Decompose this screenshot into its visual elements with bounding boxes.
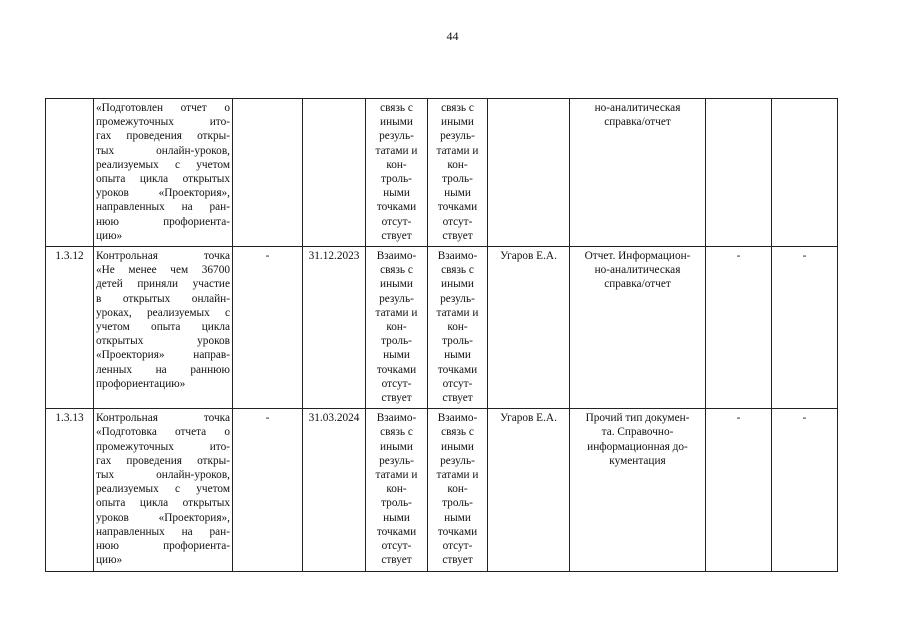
relation-line: кон- [386, 321, 407, 334]
relation-line: татами и [436, 144, 479, 157]
extra-cell-9 [706, 99, 772, 247]
name-line: детей приняли участие [96, 278, 230, 291]
document-line: справка/отчет [604, 116, 671, 129]
relation-line: Взаимо- [437, 412, 478, 425]
relation-line: отсут- [442, 377, 473, 390]
extra-cell-9: - [706, 409, 772, 571]
name-line: Контрольная точка [96, 250, 230, 263]
name-line: тых онлайн-уроков, [96, 144, 230, 157]
name-line: гах проведения откры- [96, 130, 230, 143]
name-line: «Не менее чем 36700 [96, 264, 230, 277]
extra-cell-10 [772, 99, 838, 247]
item-number-cell: 1.3.13 [46, 409, 94, 571]
relation-line: кон- [386, 158, 407, 171]
name-line: уроках, реализуемых с [96, 306, 230, 319]
responsible-cell: Угаров Е.А. [488, 409, 570, 571]
relation-line: связь с [380, 102, 413, 114]
relation-line: резуль- [440, 130, 475, 143]
relation-line: точками [437, 363, 478, 376]
table-row [46, 99, 838, 247]
relation-line: связь с [441, 102, 474, 114]
item-number-cell: 1.3.12 [46, 247, 94, 409]
due-date-cell [303, 99, 366, 247]
table-body [46, 99, 838, 572]
name-line: уроков «Проектория», [96, 511, 230, 524]
relation-line: ными [383, 187, 410, 200]
relation-line: татами и [375, 144, 418, 157]
name-line: ленных на раннюю [96, 363, 230, 376]
relation-line: троль- [381, 335, 412, 348]
relation-line: татами и [375, 306, 418, 319]
document-line: та. Справочно- [601, 426, 674, 439]
relation-line: связь с [441, 426, 474, 439]
name-line: промежуточных ито- [96, 116, 230, 129]
placeholder-cell [233, 99, 303, 247]
due-date-cell: 31.03.2024 [303, 409, 366, 571]
relation-cell-a [366, 99, 428, 247]
relation-cell-b [428, 99, 488, 247]
relation-line: Взаимо- [376, 250, 417, 263]
responsible-cell [488, 99, 570, 247]
name-line: открытых уроков [96, 335, 230, 348]
document-type-cell [570, 99, 706, 247]
relation-line: связь с [380, 426, 413, 439]
document-line: справка/отчет [604, 278, 671, 291]
name-line: гах проведения откры- [96, 454, 230, 467]
relation-line: иными [380, 116, 413, 129]
relation-line: резуль- [379, 292, 414, 305]
relation-cell-a [366, 409, 428, 571]
document-line: Прочий тип докумен- [585, 412, 690, 425]
relation-line: ствует [442, 392, 473, 405]
name-line: опыта цикла открытых [96, 497, 230, 510]
relation-line: точками [437, 525, 478, 538]
document-line: информационная до- [587, 440, 688, 453]
name-line: нюю профориента- [96, 540, 230, 553]
relation-line: ными [383, 349, 410, 362]
name-line: профориентацию» [96, 377, 186, 390]
name-line: Контрольная точка [96, 412, 230, 425]
name-line: цию» [96, 554, 123, 567]
relation-line: связь с [441, 264, 474, 277]
relation-line: татами и [436, 306, 479, 319]
name-line: «Проектория» направ- [96, 349, 230, 362]
relation-line: ными [444, 511, 471, 524]
name-line: реализуемых с учетом [96, 158, 230, 171]
relation-line: резуль- [379, 130, 414, 143]
relation-line: ствует [442, 554, 473, 567]
relation-line: ными [444, 349, 471, 362]
name-line: реализуемых с учетом [96, 483, 230, 496]
relation-line: троль- [381, 173, 412, 186]
relation-line: точками [437, 201, 478, 214]
relation-line: Взаимо- [437, 250, 478, 263]
extra-cell-9: - [706, 247, 772, 409]
relation-cell-b [428, 409, 488, 571]
relation-line: отсут- [442, 215, 473, 228]
relation-line: троль- [442, 173, 473, 186]
due-date-cell: 31.12.2023 [303, 247, 366, 409]
relation-line: Взаимо- [376, 412, 417, 425]
relation-line: отсут- [381, 540, 412, 553]
control-point-name-cell [94, 247, 233, 409]
relation-line: точками [376, 201, 417, 214]
name-line: учетом опыта цикла [96, 321, 230, 334]
relation-line: кон- [386, 483, 407, 496]
control-points-table [45, 98, 838, 572]
name-line: «Подготовлен отчет о [96, 102, 230, 114]
name-line: цию» [96, 229, 123, 242]
document-line: кументация [609, 454, 666, 467]
relation-line: иными [380, 440, 413, 453]
document-line: но-аналитическая [594, 264, 681, 277]
document-line: но-аналитическая [594, 102, 681, 114]
relation-line: резуль- [440, 292, 475, 305]
name-line: опыта цикла открытых [96, 173, 230, 186]
item-number-cell [46, 99, 94, 247]
placeholder-cell: - [233, 247, 303, 409]
extra-cell-10: - [772, 247, 838, 409]
name-line: нюю профориента- [96, 215, 230, 228]
relation-line: отсут- [381, 215, 412, 228]
table-row [46, 409, 838, 571]
control-point-name-cell [94, 99, 233, 247]
relation-line: кон- [447, 158, 468, 171]
extra-cell-10: - [772, 409, 838, 571]
relation-line: иными [441, 278, 474, 291]
name-line: в открытых онлайн- [96, 292, 230, 305]
control-point-name-cell [94, 409, 233, 571]
relation-line: троль- [442, 497, 473, 510]
relation-line: иными [380, 278, 413, 291]
name-line: тых онлайн-уроков, [96, 469, 230, 482]
relation-line: татами и [375, 469, 418, 482]
relation-line: троль- [442, 335, 473, 348]
name-line: уроков «Проектория», [96, 187, 230, 200]
relation-line: ствует [381, 392, 412, 405]
relation-line: ствует [442, 229, 473, 242]
relation-line: ствует [381, 554, 412, 567]
document-type-cell [570, 409, 706, 571]
relation-line: иными [441, 116, 474, 129]
relation-line: точками [376, 363, 417, 376]
relation-line: кон- [447, 483, 468, 496]
name-line: промежуточных ито- [96, 440, 230, 453]
table-row [46, 247, 838, 409]
relation-line: ными [444, 187, 471, 200]
responsible-cell: Угаров Е.А. [488, 247, 570, 409]
name-line: «Подготовка отчета о [96, 426, 230, 439]
relation-line: отсут- [442, 540, 473, 553]
relation-line: татами и [436, 469, 479, 482]
relation-line: отсут- [381, 377, 412, 390]
relation-cell-b [428, 247, 488, 409]
name-line: направленных на ран- [96, 525, 230, 538]
document-type-cell [570, 247, 706, 409]
relation-line: резуль- [379, 454, 414, 467]
relation-line: троль- [381, 497, 412, 510]
page-number: 44 [446, 29, 459, 43]
relation-line: связь с [380, 264, 413, 277]
relation-cell-a [366, 247, 428, 409]
document-line: Отчет. Информацион- [584, 250, 691, 263]
relation-line: кон- [447, 321, 468, 334]
placeholder-cell: - [233, 409, 303, 571]
name-line: направленных на ран- [96, 201, 230, 214]
relation-line: ными [383, 511, 410, 524]
relation-line: точками [376, 525, 417, 538]
relation-line: ствует [381, 229, 412, 242]
relation-line: резуль- [440, 454, 475, 467]
relation-line: иными [441, 440, 474, 453]
